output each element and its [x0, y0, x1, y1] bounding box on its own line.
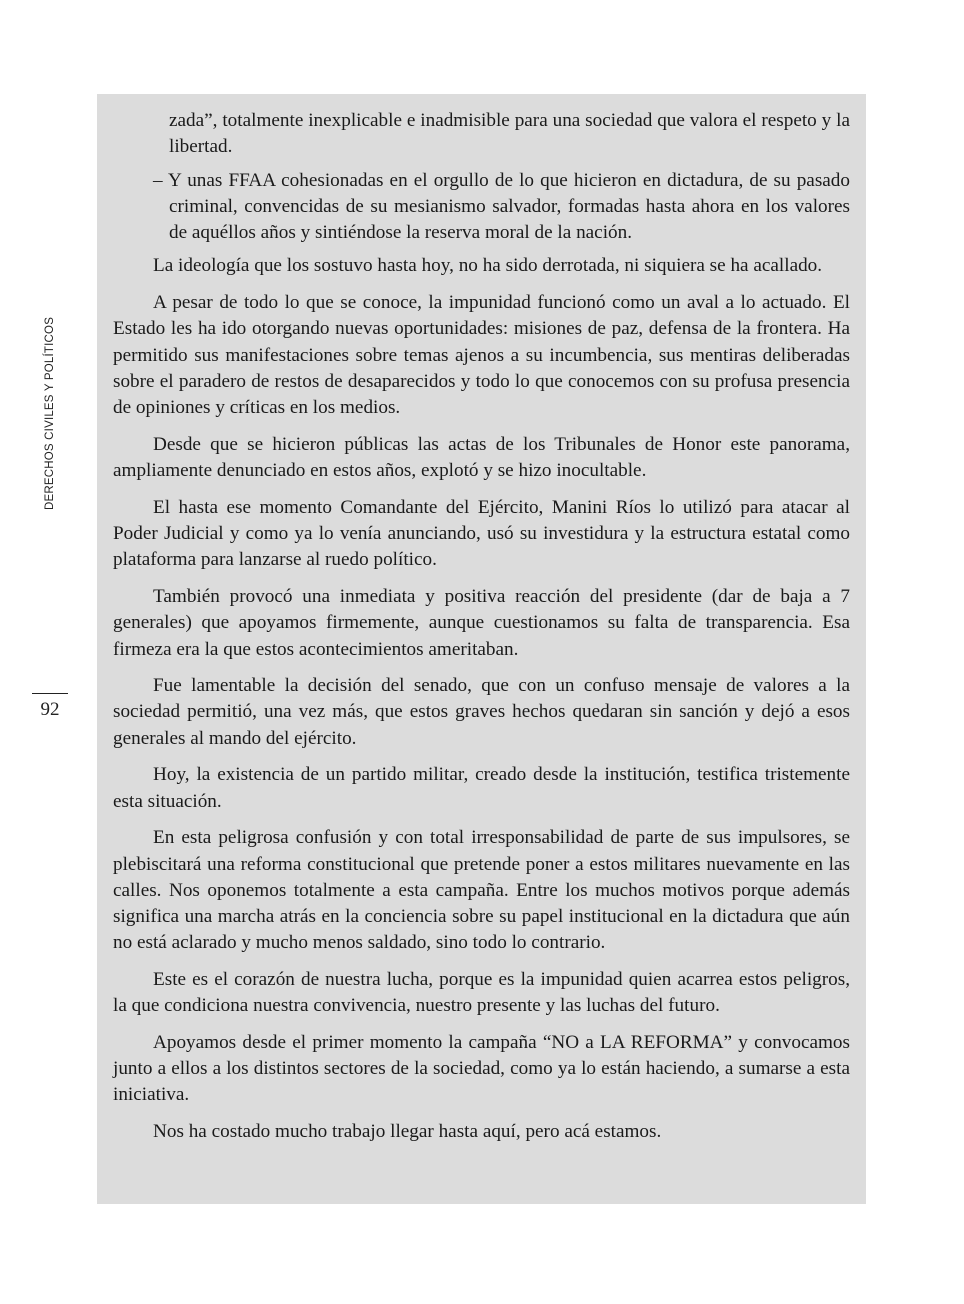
paragraph: Desde que se hicieron públicas las actas de los Tribunales de Honor este panorama, ampliamente denunciado en estos años, explotó y se hizo inocultable. — [113, 433, 850, 482]
text-box — [97, 94, 866, 1204]
paragraph: En esta peligrosa confusión y con total irresponsabilidad de parte de sus impulsores, se plebiscitará una reforma constitucional que pretende poner a estos militares nuevamente en las calles. Nos oponemos totalmente a esta campaña. Entre los muchos motivos porque además significa una marcha atrás en la conciencia sobre su papel institucional en la dictadura que aún no está aclarado y mucho menos saldado, sino todo lo contrario. — [113, 827, 850, 954]
paragraph: Apoyamos desde el primer momento la campaña “NO a LA REFORMA” y convocamos junto a ellos a los distintos sectores de la sociedad, como ya lo están haciendo, a sumarse a esta iniciativa. — [113, 1031, 850, 1106]
paragraph: Hoy, la existencia de un partido militar, creado desde la institución, testifica tristemente esta situación. — [113, 764, 850, 812]
continued-text: zada”, totalmente inexplicable e inadmisible para una sociedad que valora el respeto y la libertad. — [169, 110, 850, 158]
paragraph: Este es el corazón de nuestra lucha, porque es la impunidad quien acarrea estos peligros, la que condiciona nuestra convivencia, nuestro presente y las luchas del futuro. — [113, 968, 850, 1017]
paragraph: Nos ha costado mucho trabajo llegar hasta aquí, pero acá estamos. — [153, 1121, 662, 1143]
paragraph: El hasta ese momento Comandante del Ejército, Manini Ríos lo utilizó para atacar al Poder Judicial y como ya lo venía anunciando, usó su investidura y la estructura estatal como plataforma para lanzarse al ruedo político. — [113, 496, 850, 571]
section-label: DERECHOS CIVILES Y POLÍTICOS — [44, 316, 56, 510]
bullet-item: – Y unas FFAA cohesionadas en el orgullo de lo que hicieron en dictadura, de su pasado criminal, convencidas de su mesianismo salvador, formadas hasta ahora en los valores de aquéllos años y sintiéndose la reserva moral de la nación. — [153, 169, 850, 244]
paragraph: También provocó una inmediata y positiva reacción del presidente (dar de baja a 7 generales) que apoyamos firmemente, aunque cuestionamos su falta de transparencia. Esa firmeza era la que estos acontecimientos ameritaban. — [113, 585, 850, 660]
paragraph: Fue lamentable la decisión del senado, que con un confuso mensaje de valores a la sociedad permitió, una vez más, que estos graves hechos quedaran sin sanción y dejó a esos generales al mando del ejército. — [113, 675, 850, 749]
paragraph: La ideología que los sostuvo hasta hoy, no ha sido derrotada, ni siquiera se ha acallado. — [153, 255, 823, 277]
page-number: 92 — [40, 699, 60, 720]
page-number-rule — [32, 693, 68, 694]
paragraph: A pesar de todo lo que se conoce, la impunidad funcionó como un aval a lo actuado. El Estado les ha ido otorgando nuevas oportunidades: misiones de paz, defensa de la frontera. Ha permitido sus manifestaciones sobre temas ajenos a su incumbencia, sus mentiras deliberadas sobre el paradero de restos de desaparecidos y todo lo que conocemos con su profusa presencia de opiniones y críticas en los medios. — [113, 292, 850, 419]
